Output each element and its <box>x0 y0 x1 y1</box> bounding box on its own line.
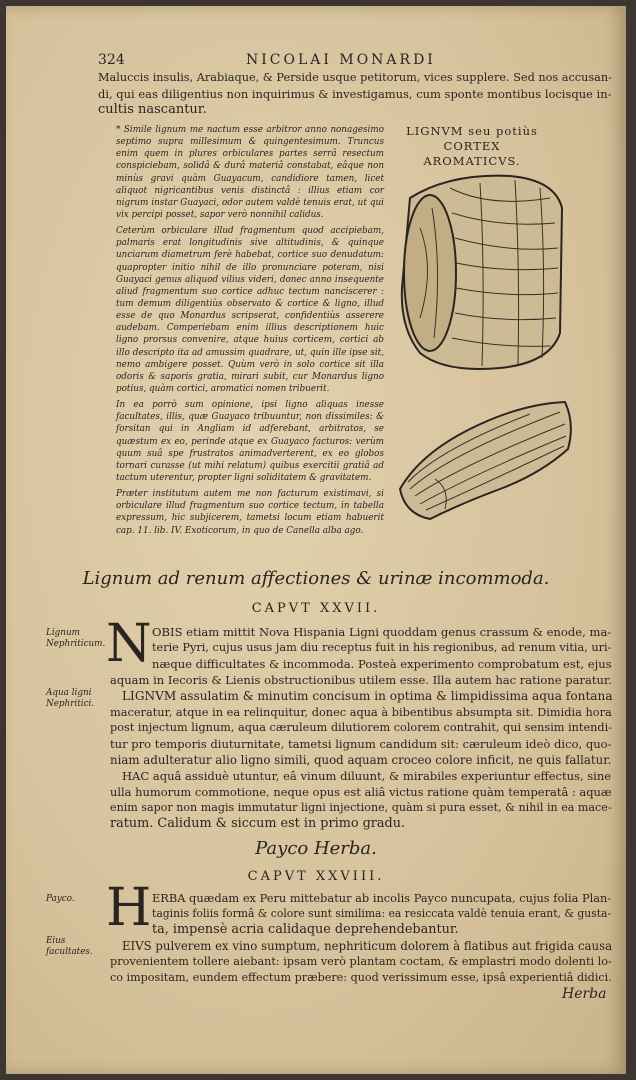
text-line: enim sapor non magis immutatur ligni injectione, quàm si pura esset, & nihil in ea mace- <box>110 801 612 814</box>
bark-cylinder-illustration <box>390 168 570 378</box>
text-line: ulla humorum commotione, neque opus est aliâ victus ratione quàm temperatâ : aquæ <box>110 785 612 799</box>
book-page <box>6 6 626 1074</box>
text-line: tur pro temporis diuturnitate, tametsi lignum candidum sit: cæruleum ideò dico, quo- <box>110 737 612 751</box>
margin-note-payco: Payco. <box>46 894 75 904</box>
chapter28-title: Payco Herba. <box>255 838 377 859</box>
text-line: maceratur, atque in ea relinquitur, donec aqua à bibentibus absumpta sit. Dimidia hora <box>110 705 612 719</box>
note-paragraph: * Simile lignum me nactum esse arbitror anno nonagesimo septimo supra millesimum & quingentesimum. Truncus enim quem in plures orbiculares partes serrâ resectum conspiciebam, solidâ & durâ materiâ constabat, eâque non minùs gravi quàm Guayacum, candidiore tamen, licet aliquot nigricantibus venis distinctâ : illius etiam cor nigrum instar Guayaci, odor autem valdè tenuis erat, ut qui vix percipi posset, sapor verò nonnihil calidus. <box>116 125 384 220</box>
chapter27-caput: CAPVT XXVII. <box>251 601 381 616</box>
annotation-note <box>116 124 384 541</box>
intro-line: Maluccis insulis, Arabiaque, & Perside usque petitorum, vices supplere. Sed nos accusan- <box>98 71 612 84</box>
text-line: taginis foliis formâ & colore sunt similima: ea resiccata valdè tenuia erant, & gusta- <box>152 907 612 920</box>
text-line: ratum. Calidum & siccum est in primo gradu. <box>110 816 406 831</box>
caption-line: LIGNVM seu potiùs CORTEX <box>406 124 538 153</box>
page-header <box>6 44 626 68</box>
text-line: LIGNVM assulatim & minutim concisum in optima & limpidissima aqua fontana <box>122 689 613 703</box>
text-line: HAC aquâ assiduè utuntur, eâ vinum diluunt, & mirabiles experiuntur effectus, sine <box>122 769 612 783</box>
note-paragraph: In ea porrò sum opinione, ipsi ligno aliquas inesse facultates, illis, quæ Guayaco tribuuntur, non dissimiles: & forsitan qui in Angliam id adferebant, arbitratos, se quæstum ex eo, perinde atque ex Guayaco facturos: verùm quum suâ spe frustratos animadverterent, ex eo globos tornari curasse (ut mihi relatum) quibus exercitii gratiâ ad tactum uterentur, propter ligni soliditatem & gravitatem. <box>116 400 384 483</box>
text-line: aquam in Iecoris & Lienis obstructionibus utilem esse. Illa autem hac ratione paratur. <box>110 673 612 687</box>
margin-note-aqua: Aqua ligni Nephritici. <box>46 688 95 709</box>
text-line: post injectum lignum, aqua cæruleum dilutiorem colorem contrahit, qui sensim intendi- <box>110 721 612 734</box>
text-line: ERBA quædam ex Peru mittebatur ab incolis Payco nuncupata, cujus folia Plan- <box>152 891 612 905</box>
note-paragraph: Ceterùm orbiculare illud fragmentum quod accipiebam, palmaris erat longitudinis sive altitudinis, & quinque unciarum diametrum ferè habebat, cortice suo denudatum: quapropter initio nihil de illo pronunciare poteram, nisi Guayaci genus aliquod vilius videri, donec anno insequente aliud fragmentum suo cortice adhuc tectum nanciscerer : tum demum diligentiùs observato & cortice & ligno, illud esse de quo Monardus scripserat, confidentiùs asserere audebam. Comperiebam enim illius descriptionem huic ligno prorsus convenire, atque huius corticem, cortici ab illo descripto ita ad amussim quadrare, ut, quin ille ipse sit, nemo ambigere posset. Quùm verò in solo cortice sit illa odoris & saporis gratia, mirari subit, cur Monardus ligno potius, quàm cortici, aromatici nomen tribuerit. <box>116 226 384 394</box>
text-line: OBIS etiam mittit Nova Hispania Ligni quoddam genus crassum & enode, ma- <box>152 625 612 639</box>
running-head: NICOLAI MONARDI <box>246 52 436 68</box>
figure-caption <box>392 124 552 169</box>
dropcap-H: H <box>106 878 152 938</box>
chapter27-title: Lignum ad renum affectiones & urinæ incommoda. <box>82 568 550 589</box>
text-line: niam adulteratur alio ligno simili, quod aquam croceo colore inficit, ne quis fallatur. <box>110 753 612 767</box>
text-line: co impositam, eundem effectum præbere: quod verissimum esse, ipsâ experientiâ didici. <box>110 971 612 984</box>
dropcap-N: N <box>106 614 152 674</box>
text-line: terie Pyri, cujus usus jam diu receptus fuit in his regionibus, ad renum vitia, uri- <box>152 641 612 654</box>
intro-line: di, qui eas diligentius non inquirimus & investigamus, cum sponte montibus locisque in- <box>98 87 612 101</box>
chapter28-caput: CAPVT XXVIII. <box>247 869 385 884</box>
text-line: provenientem tollere aiebant: ipsam verò plantam coctam, & emplastri modo dolenti lo- <box>110 955 612 968</box>
text-line: EIVS pulverem ex vino sumptum, nephriticum dolorem à flatibus aut frigida causa <box>122 939 613 953</box>
margin-note-facultates: Eius facultates. <box>46 936 93 957</box>
margin-note-lignum: Lignum Nephriticum. <box>46 628 106 649</box>
text-line: ta, impensè acria calidaque deprehendebantur. <box>152 922 459 937</box>
note-paragraph: Præter institutum autem me non facturum existimavi, si orbiculare illud fragmentum suo cortice tectum, in tabella expressum, hic subjicerem, tametsi locum etiam habuerit cap. 11. lib. IV. Exoticorum, in quo de Canella alba ago. <box>116 489 384 536</box>
caption-line: AROMATICVS. <box>423 154 521 168</box>
page-number: 324 <box>98 52 125 68</box>
text-line: næque difficultates & incommoda. Posteà experimento comprobatum est, ejus <box>152 657 612 671</box>
catchword: Herba <box>562 986 607 1002</box>
intro-line: cultis nascantur. <box>98 102 207 117</box>
bark-fragment-illustration <box>390 394 580 524</box>
